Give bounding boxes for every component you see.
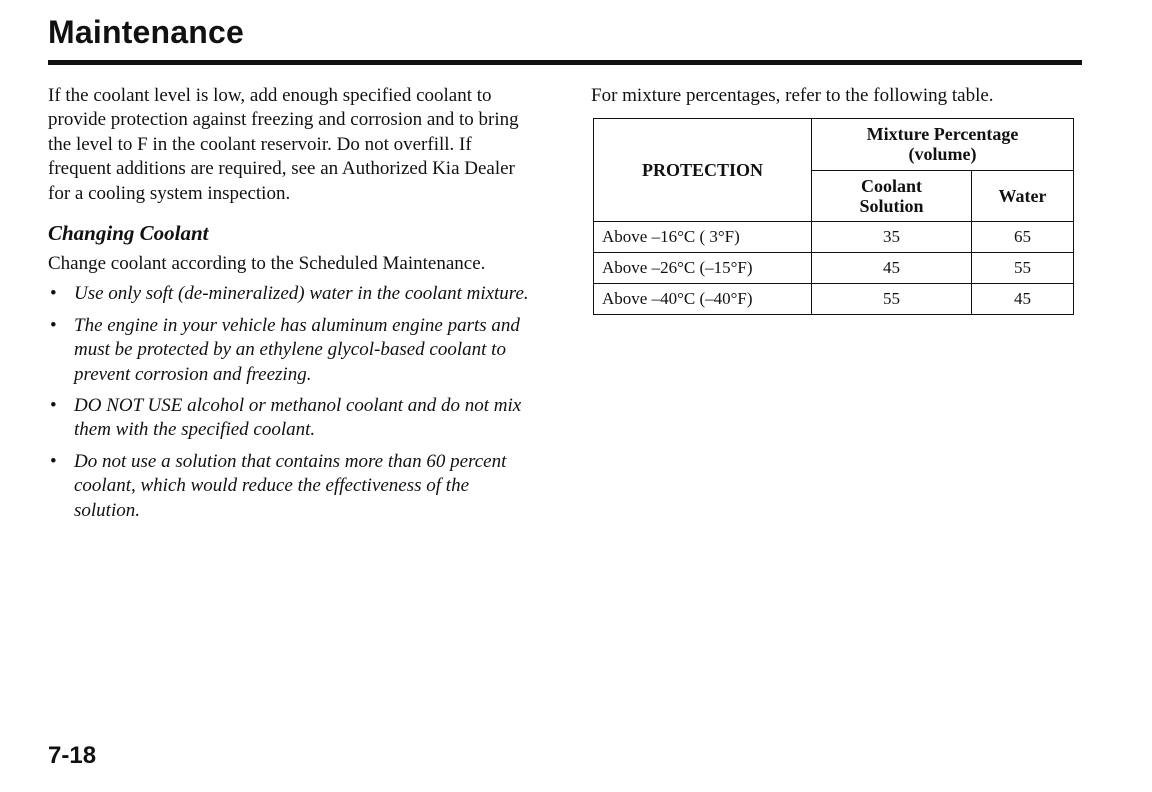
bullet-list <box>48 282 538 523</box>
list-item-text: The engine in your vehicle has aluminum engine parts and must be protected by an ethylene glycol-based coolant to prevent corrosion and freezing. <box>74 314 520 385</box>
section-subheading: Changing Coolant <box>48 221 209 246</box>
page-title: Maintenance <box>48 14 245 50</box>
list-item-text: Use only soft (de-mineralized) water in the coolant mixture. <box>74 283 529 305</box>
page-number: 7-18 <box>48 742 97 769</box>
bullet-icon: • <box>50 283 57 305</box>
right-column <box>591 84 1081 308</box>
header-coolant-line2: Solution <box>859 195 924 216</box>
protection-cell: Above –40°C (–40°F) <box>594 284 812 315</box>
intro-paragraph: If the coolant level is low, add enough specified coolant to provide protection against freezing and corrosion and to bring the level to F in the coolant reservoir. Do not overfill. If frequent additions are required, see an Authorized Kia Dealer for a cooling system inspection. <box>48 85 519 204</box>
water-cell: 55 <box>972 253 1074 284</box>
coolant-cell: 45 <box>812 253 972 284</box>
list-item-text: Do not use a solution that contains more than 60 percent coolant, which would reduce the effectiveness of the solution. <box>74 450 507 521</box>
table-header-row <box>594 119 1074 171</box>
coolant-cell: 35 <box>812 222 972 253</box>
header-mixture-line1: Mixture Percentage <box>866 124 1019 145</box>
list-item-text: DO NOT USE alcohol or methanol coolant and do not mix them with the specified coolant. <box>74 395 522 441</box>
coolant-cell: 55 <box>812 284 972 315</box>
header-protection: PROTECTION <box>594 119 812 222</box>
water-cell: 65 <box>972 222 1074 253</box>
list-item <box>48 450 538 523</box>
mixture-table <box>593 118 1074 315</box>
protection-cell: Above –16°C ( 3°F) <box>594 222 812 253</box>
table-row <box>594 222 1074 253</box>
bullet-icon: • <box>50 450 57 472</box>
protection-cell: Above –26°C (–15°F) <box>594 253 812 284</box>
water-cell: 45 <box>972 284 1074 315</box>
header-coolant <box>812 170 972 222</box>
header-mixture-line2: (volume) <box>908 144 977 165</box>
table-row <box>594 253 1074 284</box>
body-paragraph: Change coolant according to the Scheduled Maintenance. <box>48 253 486 275</box>
bullet-icon: • <box>50 314 57 336</box>
bullet-icon: • <box>50 395 57 417</box>
left-column <box>48 84 538 530</box>
table-intro: For mixture percentages, refer to the following table. <box>591 85 994 106</box>
list-item <box>48 282 538 306</box>
table-row <box>594 284 1074 315</box>
header-water: Water <box>972 170 1074 222</box>
list-item <box>48 394 538 443</box>
header-mixture <box>812 119 1074 171</box>
header-coolant-line1: Coolant <box>860 175 922 196</box>
title-rule <box>48 60 1082 65</box>
list-item <box>48 314 538 387</box>
